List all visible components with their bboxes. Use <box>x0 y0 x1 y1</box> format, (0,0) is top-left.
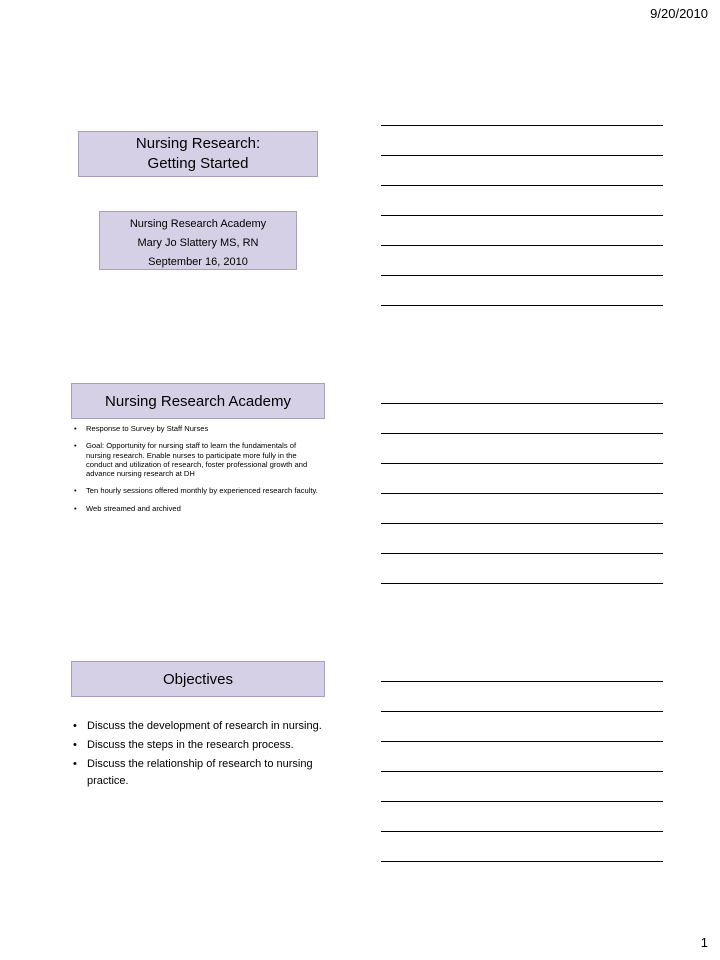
slide3-title: Objectives <box>162 670 234 688</box>
page-number: 1 <box>700 935 708 950</box>
note-line <box>381 741 663 742</box>
note-line <box>381 681 663 682</box>
slide2-bullet: • Goal: Opportunity for nursing staff to learn the fundamentals of nursing research. Enable nurses to participate more fully in the conduct and utilization of research, foster professional growth and advance nursing research at DH <box>74 441 322 478</box>
slide1-subtitle-box <box>99 211 297 270</box>
slide2-title: Nursing Research Academy <box>105 392 291 410</box>
slide3-bullet: • Discuss the development of research in nursing. <box>73 718 328 735</box>
note-line <box>381 245 663 246</box>
slide2-title-box <box>71 383 325 419</box>
slide3-title-box <box>71 661 325 697</box>
note-line <box>381 523 663 524</box>
note-line <box>381 553 663 554</box>
slide2-bullet: • Web streamed and archived <box>74 504 322 513</box>
slide2-bullet-list <box>74 424 322 521</box>
note-line <box>381 771 663 772</box>
note-line <box>381 433 663 434</box>
note-line <box>381 711 663 712</box>
slide3-bullet: • Discuss the steps in the research process. <box>73 737 328 754</box>
note-line <box>381 861 663 862</box>
note-line <box>381 493 663 494</box>
note-line <box>381 801 663 802</box>
note-line <box>381 583 663 584</box>
slide1-subtitle-line3: September 16, 2010 <box>148 256 248 268</box>
note-line <box>381 275 663 276</box>
slide3-bullet-list <box>73 718 328 792</box>
note-line <box>381 305 663 306</box>
slide3-bullet: • Discuss the relationship of research to nursing practice. <box>73 756 328 790</box>
print-date: 9/20/2010 <box>650 6 708 21</box>
note-line <box>381 155 663 156</box>
slide2-bullet: • Response to Survey by Staff Nurses <box>74 424 322 433</box>
note-line <box>381 463 663 464</box>
note-line <box>381 403 663 404</box>
slide1-title-box <box>78 131 318 177</box>
note-line <box>381 215 663 216</box>
slide2-bullet: • Ten hourly sessions offered monthly by experienced research faculty. <box>74 486 322 495</box>
note-line <box>381 125 663 126</box>
slide1-title-line2: Getting Started <box>147 155 249 172</box>
note-line <box>381 185 663 186</box>
slide1-subtitle-line2: Mary Jo Slattery MS, RN <box>137 237 259 249</box>
slide1-subtitle-line1: Nursing Research Academy <box>129 218 267 230</box>
note-line <box>381 831 663 832</box>
slide1-title-line1: Nursing Research: <box>135 135 261 152</box>
